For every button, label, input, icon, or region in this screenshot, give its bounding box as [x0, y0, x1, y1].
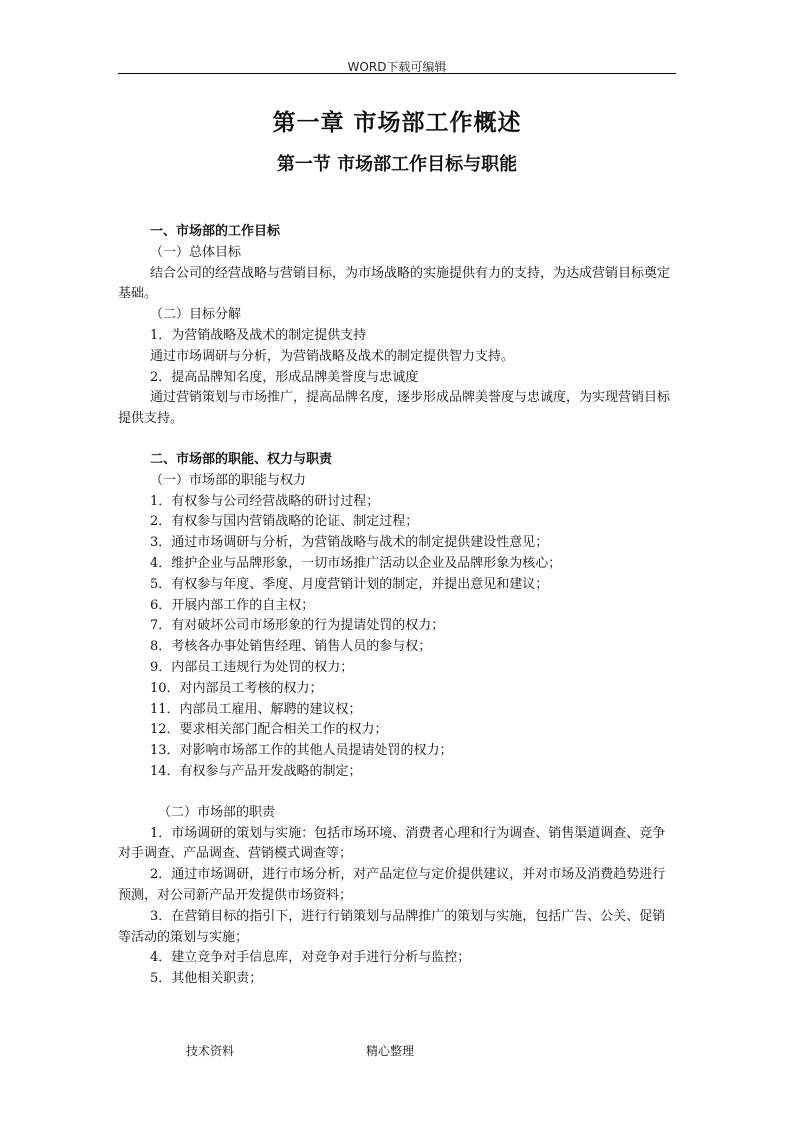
part1-sub1-text: 结合公司的经营战略与营销目标，为市场战略的实施提供有力的支持，为达成营销目标奠定基础。: [118, 265, 671, 302]
chapter-title: 第一章 市场部工作概述: [272, 110, 522, 136]
list-item: 5．其他相关职责；: [150, 971, 263, 987]
list-item: 10．对内部员工考核的权力；: [150, 680, 323, 696]
header-rule: [118, 73, 676, 74]
part1-item2-title: 2．提高品牌知名度，形成品牌美誉度与忠诚度: [150, 369, 419, 385]
list-item: 9．内部员工违规行为处罚的权力；: [150, 659, 354, 675]
header-text: WORD下载可编辑: [347, 60, 447, 74]
list-item: 3．通过市场调研与分析，为营销战略与战术的制定提供建设性意见；: [150, 535, 549, 551]
powers-list: [118, 492, 676, 783]
section-title: 第一节 市场部工作目标与职能: [276, 154, 518, 175]
part2-sub1: （一）市场部的职能与权力: [150, 472, 307, 488]
part1-sub2: （二）目标分解: [150, 307, 242, 323]
list-item: 8．考核各办事处销售经理、销售人员的参与权；: [150, 639, 432, 655]
spacer: [118, 430, 676, 450]
part1-item1-text: 通过市场调研与分析，为营销战略及战术的制定提供智力支持。: [150, 348, 515, 364]
list-item: 5．有权参与年度、季度、月度营销计划的制定，并提出意见和建议；: [150, 576, 549, 592]
list-item: 7．有对破坏公司市场形象的行为提请处罚的权力；: [150, 618, 445, 634]
list-item: 4．建立竞争对手信息库，对竞争对手进行分析与监控；: [150, 950, 471, 966]
part1-heading: 一、市场部的工作目标: [150, 224, 281, 239]
list-item: 1．有权参与公司经营战略的研讨过程；: [150, 493, 380, 509]
list-item: 4．维护企业与品牌形象，一切市场推广活动以企业及品牌形象为核心；: [150, 555, 562, 571]
list-item: 13．对影响市场部工作的其他人员提请处罚的权力；: [150, 743, 453, 759]
list-item: 1．市场调研的策划与实施：包括市场环境、消费者心理和行为调查、销售渠道调查、竞争对手调查、产品调查、营销模式调查等；: [118, 825, 666, 862]
document-body: [118, 222, 676, 990]
part1-item1-title: 1．为营销战略及战术的制定提供支持: [150, 327, 367, 343]
list-item: 14．有权参与产品开发战略的制定；: [150, 763, 362, 779]
list-item: 2．通过市场调研，进行市场分析，对产品定位与定价提供建议，并对市场及消费趋势进行预测，对公司新产品开发提供市场资料；: [118, 867, 666, 903]
list-item: 2．有权参与国内营销战略的论证、制定过程；: [150, 514, 419, 530]
list-item: 11．内部员工雇用、解聘的建议权；: [150, 701, 362, 717]
part1-sub1: （一）总体目标: [150, 244, 242, 260]
footer-right: 精心整理: [366, 1044, 415, 1058]
duties-list: [118, 824, 676, 990]
part1-item2-text: 通过营销策划与市场推广，提高品牌名度，逐步形成品牌美誉度与忠诚度，为实现营销目标提供支持。: [118, 390, 671, 427]
part2-heading: 二、市场部的职能、权力与职责: [150, 451, 333, 467]
list-item: 3．在营销目标的指引下，进行行销策划与品牌推广的策划与实施，包括广告、公关、促销等活动的策划与实施；: [118, 908, 666, 945]
list-item: 6．开展内部工作的自主权；: [150, 597, 315, 613]
list-item: 12．要求相关部门配合相关工作的权力；: [150, 722, 388, 738]
spacer: [118, 783, 676, 803]
footer-left: 技术资料: [186, 1044, 235, 1058]
part2-sub2: （二）市场部的职责: [158, 804, 276, 820]
